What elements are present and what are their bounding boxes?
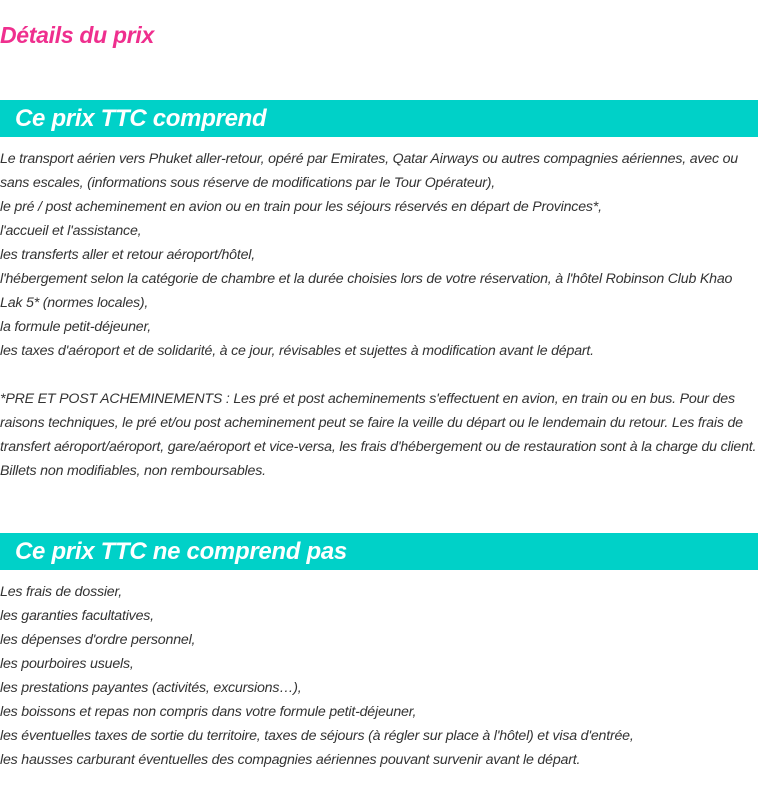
list-item: les dépenses d'ordre personnel,: [0, 632, 196, 648]
list-item: Les frais de dossier,: [0, 584, 122, 600]
list-item: les pourboires usuels,: [0, 656, 134, 672]
list-item: les boissons et repas non compris dans votre formule petit-déjeuner,: [0, 704, 417, 720]
list-item: l'accueil et l'assistance,: [0, 223, 142, 239]
list-item: la formule petit-déjeuner,: [0, 319, 151, 335]
excludes-list: [0, 580, 758, 772]
list-item: les éventuelles taxes de sortie du territoire, taxes de séjours (à régler sur place à l'hôtel) et visa d'entrée,: [0, 728, 634, 744]
list-item: les transferts aller et retour aéroport/hôtel,: [0, 247, 255, 263]
excludes-section-header: Ce prix TTC ne comprend pas: [0, 533, 758, 570]
list-item: les prestations payantes (activités, excursions…),: [0, 680, 302, 696]
acheminement-note: *PRE ET POST ACHEMINEMENTS : Les pré et post acheminements s'effectuent en avion, en train ou en bus. Pour des raisons techniques, le pré et/ou post acheminement peut se faire la veille du départ ou le lendemain du retour. Les frais de transfert aéroport/aéroport, gare/aéroport et vice-versa, les frais d'hébergement ou de restauration sont à la charge du client. Billets non modifiables, non remboursables.: [0, 391, 757, 479]
list-item: les hausses carburant éventuelles des compagnies aériennes pouvant survenir avant le départ.: [0, 752, 581, 768]
list-item: l'hébergement selon la catégorie de chambre et la durée choisies lors de votre réservation, à l'hôtel Robinson Club Khao Lak 5* (normes locales),: [0, 271, 733, 311]
list-item: le pré / post acheminement en avion ou en train pour les séjours réservés en départ de Provinces*,: [0, 199, 602, 215]
list-item: Le transport aérien vers Phuket aller-retour, opéré par Emirates, Qatar Airways ou autres compagnies aériennes, avec ou sans escales, (informations sous réserve de modifications par le Tour Opérateur),: [0, 151, 738, 191]
list-item: les taxes d'aéroport et de solidarité, à ce jour, révisables et sujettes à modification avant le départ.: [0, 343, 594, 359]
list-item: les garanties facultatives,: [0, 608, 154, 624]
includes-section-header: Ce prix TTC comprend: [0, 100, 758, 137]
page-title: Détails du prix: [0, 22, 154, 48]
includes-list: [0, 147, 758, 363]
